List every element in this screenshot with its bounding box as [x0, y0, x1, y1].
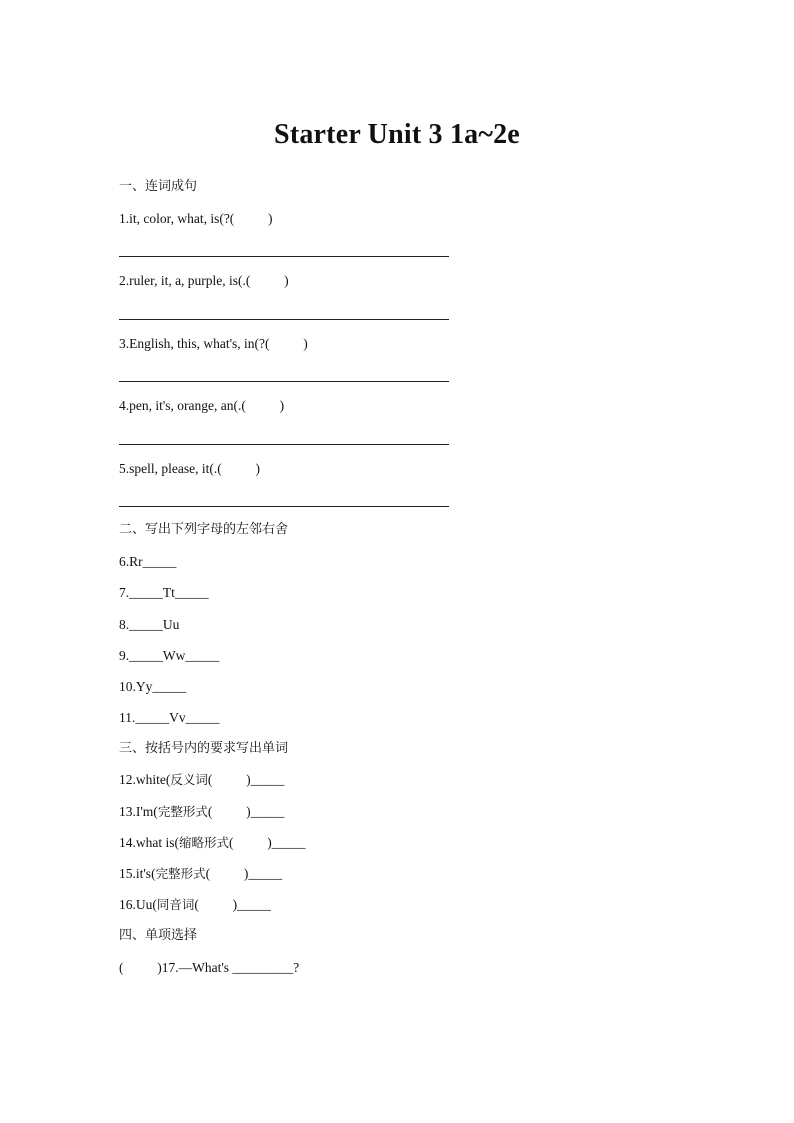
question-9: 9._____Ww_____ — [119, 648, 220, 663]
answer-line-5[interactable] — [119, 506, 449, 507]
question-12-prefix: 12.white( — [119, 772, 171, 787]
answer-line-2[interactable] — [119, 319, 449, 320]
question-1: 1.it, color, what, is(?( ) — [119, 211, 273, 226]
question-15-prefix: 15.it's( — [119, 866, 156, 881]
section-heading-2: 二、写出下列字母的左邻右舍 — [119, 522, 289, 537]
question-14-requirement: 缩略形式 — [179, 835, 230, 850]
question-12-requirement: 反义词 — [170, 772, 208, 787]
question-14 — [119, 834, 306, 852]
question-16 — [119, 896, 271, 914]
question-14-prefix: 14.what is( — [119, 835, 179, 850]
page-title: Starter Unit 3 1a~2e — [274, 119, 520, 150]
question-14-blank: ( )_____ — [229, 835, 306, 850]
question-6: 6.Rr_____ — [119, 554, 177, 569]
section-heading-4: 四、单项选择 — [119, 928, 198, 943]
question-13-requirement: 完整形式 — [157, 804, 208, 819]
answer-line-3[interactable] — [119, 381, 449, 382]
question-13 — [119, 803, 284, 821]
section-heading-3: 三、按括号内的要求写出单词 — [119, 741, 289, 756]
section-heading-1: 一、连词成句 — [119, 179, 198, 194]
question-5: 5.spell, please, it(.( ) — [119, 461, 260, 476]
question-16-blank: ( )_____ — [194, 897, 271, 912]
answer-line-4[interactable] — [119, 444, 449, 445]
question-12-blank: ( )_____ — [207, 772, 285, 787]
question-13-prefix: 13.I'm( — [119, 804, 158, 819]
answer-line-1[interactable] — [119, 256, 449, 257]
question-15 — [119, 865, 282, 883]
question-3: 3.English, this, what's, in(?( ) — [119, 336, 308, 351]
question-7: 7._____Tt_____ — [119, 585, 209, 600]
question-13-blank: ( )_____ — [207, 804, 285, 819]
question-12 — [119, 771, 284, 789]
question-16-prefix: 16.Uu( — [119, 897, 157, 912]
question-16-requirement: 同音词 — [156, 897, 195, 912]
question-10: 10.Yy_____ — [119, 679, 187, 694]
question-8: 8._____Uu — [119, 617, 180, 632]
question-15-blank: ( )_____ — [205, 866, 283, 881]
question-4: 4.pen, it's, orange, an(.( ) — [119, 398, 285, 413]
question-2: 2.ruler, it, a, purple, is(.( ) — [119, 273, 289, 288]
question-15-requirement: 完整形式 — [155, 866, 206, 881]
question-11: 11._____Vv_____ — [119, 710, 220, 725]
question-17: ( )17.—What's _________? — [119, 960, 300, 975]
